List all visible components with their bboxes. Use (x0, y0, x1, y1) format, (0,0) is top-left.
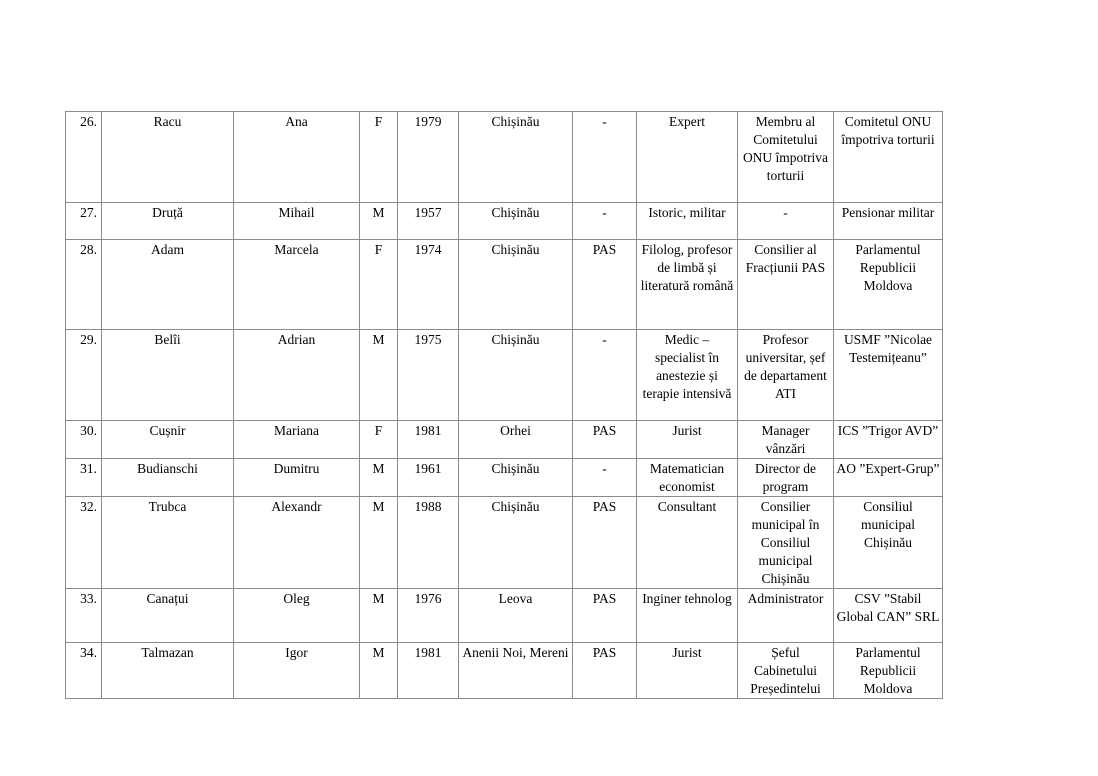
cell-first-name: Mariana (234, 421, 360, 459)
cell-birth-year: 1981 (398, 421, 459, 459)
cell-profession: Matematician economist (637, 459, 738, 497)
cell-last-name: Adam (102, 240, 234, 330)
cell-profession: Consultant (637, 497, 738, 589)
cell-sex: M (360, 497, 398, 589)
cell-workplace: Pensionar militar (834, 203, 943, 240)
cell-workplace: Parlamentul Republicii Moldova (834, 643, 943, 699)
cell-first-name: Alexandr (234, 497, 360, 589)
cell-sex: M (360, 330, 398, 421)
cell-position: - (738, 203, 834, 240)
cell-last-name: Trubca (102, 497, 234, 589)
cell-party: PAS (573, 643, 637, 699)
cell-number: 33. (66, 589, 102, 643)
cell-position: Director de program (738, 459, 834, 497)
cell-party: PAS (573, 589, 637, 643)
cell-first-name: Igor (234, 643, 360, 699)
cell-first-name: Oleg (234, 589, 360, 643)
cell-birth-year: 1979 (398, 112, 459, 203)
cell-last-name: Budianschi (102, 459, 234, 497)
cell-birth-year: 1957 (398, 203, 459, 240)
cell-party: - (573, 459, 637, 497)
cell-locality: Chișinău (459, 459, 573, 497)
cell-number: 26. (66, 112, 102, 203)
cell-sex: M (360, 459, 398, 497)
cell-locality: Chișinău (459, 203, 573, 240)
cell-profession: Expert (637, 112, 738, 203)
table-row (66, 330, 943, 421)
cell-locality: Orhei (459, 421, 573, 459)
cell-position: Șeful Cabinetului Președintelui (738, 643, 834, 699)
cell-workplace: AO ”Expert-Grup” (834, 459, 943, 497)
table-row (66, 589, 943, 643)
cell-workplace: USMF ”Nicolae Testemițeanu” (834, 330, 943, 421)
cell-last-name: Cușnir (102, 421, 234, 459)
cell-first-name: Marcela (234, 240, 360, 330)
cell-workplace: CSV ”Stabil Global CAN” SRL (834, 589, 943, 643)
cell-first-name: Ana (234, 112, 360, 203)
cell-workplace: ICS ”Trigor AVD” (834, 421, 943, 459)
cell-party: PAS (573, 421, 637, 459)
cell-last-name: Druță (102, 203, 234, 240)
cell-sex: F (360, 421, 398, 459)
cell-party: - (573, 112, 637, 203)
cell-sex: M (360, 589, 398, 643)
table-row (66, 203, 943, 240)
cell-workplace: Comitetul ONU împotriva torturii (834, 112, 943, 203)
cell-birth-year: 1974 (398, 240, 459, 330)
cell-number: 28. (66, 240, 102, 330)
cell-number: 27. (66, 203, 102, 240)
table-row (66, 421, 943, 459)
cell-birth-year: 1975 (398, 330, 459, 421)
cell-last-name: Racu (102, 112, 234, 203)
cell-number: 29. (66, 330, 102, 421)
cell-locality: Leova (459, 589, 573, 643)
table-row (66, 240, 943, 330)
cell-locality: Chișinău (459, 330, 573, 421)
cell-position: Manager vânzări (738, 421, 834, 459)
cell-first-name: Adrian (234, 330, 360, 421)
cell-sex: M (360, 203, 398, 240)
cell-party: - (573, 330, 637, 421)
cell-party: - (573, 203, 637, 240)
cell-position: Consilier al Fracțiunii PAS (738, 240, 834, 330)
cell-first-name: Dumitru (234, 459, 360, 497)
cell-profession: Istoric, militar (637, 203, 738, 240)
cell-number: 30. (66, 421, 102, 459)
cell-sex: M (360, 643, 398, 699)
table-row (66, 497, 943, 589)
cell-number: 32. (66, 497, 102, 589)
cell-number: 34. (66, 643, 102, 699)
cell-position: Profesor universitar, șef de departament ATI (738, 330, 834, 421)
cell-birth-year: 1981 (398, 643, 459, 699)
cell-birth-year: 1976 (398, 589, 459, 643)
cell-last-name: Canațui (102, 589, 234, 643)
cell-locality: Anenii Noi, Mereni (459, 643, 573, 699)
cell-party: PAS (573, 240, 637, 330)
cell-locality: Chișinău (459, 497, 573, 589)
cell-position: Consilier municipal în Consiliul municipal Chișinău (738, 497, 834, 589)
cell-birth-year: 1961 (398, 459, 459, 497)
cell-last-name: Talmazan (102, 643, 234, 699)
table-row (66, 459, 943, 497)
table-body (66, 112, 943, 699)
cell-profession: Filolog, profesor de limbă și literatură română (637, 240, 738, 330)
cell-birth-year: 1988 (398, 497, 459, 589)
cell-profession: Inginer tehnolog (637, 589, 738, 643)
cell-number: 31. (66, 459, 102, 497)
cell-party: PAS (573, 497, 637, 589)
table-row (66, 112, 943, 203)
table-row (66, 643, 943, 699)
cell-locality: Chișinău (459, 240, 573, 330)
cell-profession: Jurist (637, 421, 738, 459)
cell-workplace: Consiliul municipal Chișinău (834, 497, 943, 589)
cell-first-name: Mihail (234, 203, 360, 240)
cell-sex: F (360, 240, 398, 330)
cell-profession: Medic – specialist în anestezie și terapie intensivă (637, 330, 738, 421)
candidate-table (65, 111, 943, 699)
cell-sex: F (360, 112, 398, 203)
cell-last-name: Belîi (102, 330, 234, 421)
cell-workplace: Parlamentul Republicii Moldova (834, 240, 943, 330)
cell-profession: Jurist (637, 643, 738, 699)
cell-position: Administrator (738, 589, 834, 643)
cell-position: Membru al Comitetului ONU împotriva torturii (738, 112, 834, 203)
cell-locality: Chișinău (459, 112, 573, 203)
